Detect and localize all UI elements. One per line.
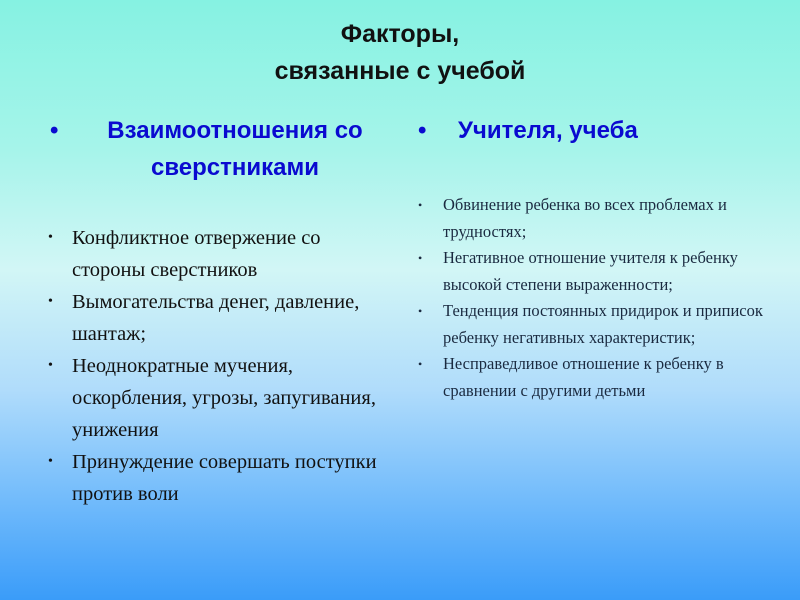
list-item: • Тенденция постоянных придирок и приписок ребенку негативных характеристик; [418, 298, 788, 351]
list-item: • Неоднократные мучения, оскорбления, угрозы, запугивания, унижения [48, 350, 388, 446]
list-item: • Несправедливое отношение к ребенку в сравнении с другими детьми [418, 351, 788, 404]
bullet-icon: • [418, 198, 423, 212]
list-item: • Негативное отношение учителя к ребенку высокой степени выраженности; [418, 245, 788, 298]
list-item: • Конфликтное отвержение со стороны сверстников [48, 222, 388, 286]
bullet-icon: • [418, 117, 427, 144]
left-list [48, 222, 388, 510]
left-column-heading: • Взаимоотношения со сверстниками [50, 112, 380, 186]
right-list [418, 192, 788, 404]
slide-title [0, 16, 800, 90]
right-column-heading: • Учителя, учеба [418, 112, 778, 149]
bullet-icon: • [50, 117, 59, 144]
list-item: • Вымогательства денег, давление, шантаж; [48, 286, 388, 350]
bullet-icon: • [48, 454, 53, 469]
bullet-icon: • [48, 358, 53, 373]
bullet-icon: • [418, 357, 423, 371]
title-line-1: Факторы, [340, 20, 460, 48]
bullet-icon: • [418, 304, 423, 318]
bullet-icon: • [48, 230, 53, 245]
title-line-2: связанные с учебой [274, 57, 526, 85]
list-item: • Обвинение ребенка во всех проблемах и трудностях; [418, 192, 788, 245]
bullet-icon: • [418, 251, 423, 265]
list-item: • Принуждение совершать поступки против воли [48, 446, 388, 510]
bullet-icon: • [48, 294, 53, 309]
